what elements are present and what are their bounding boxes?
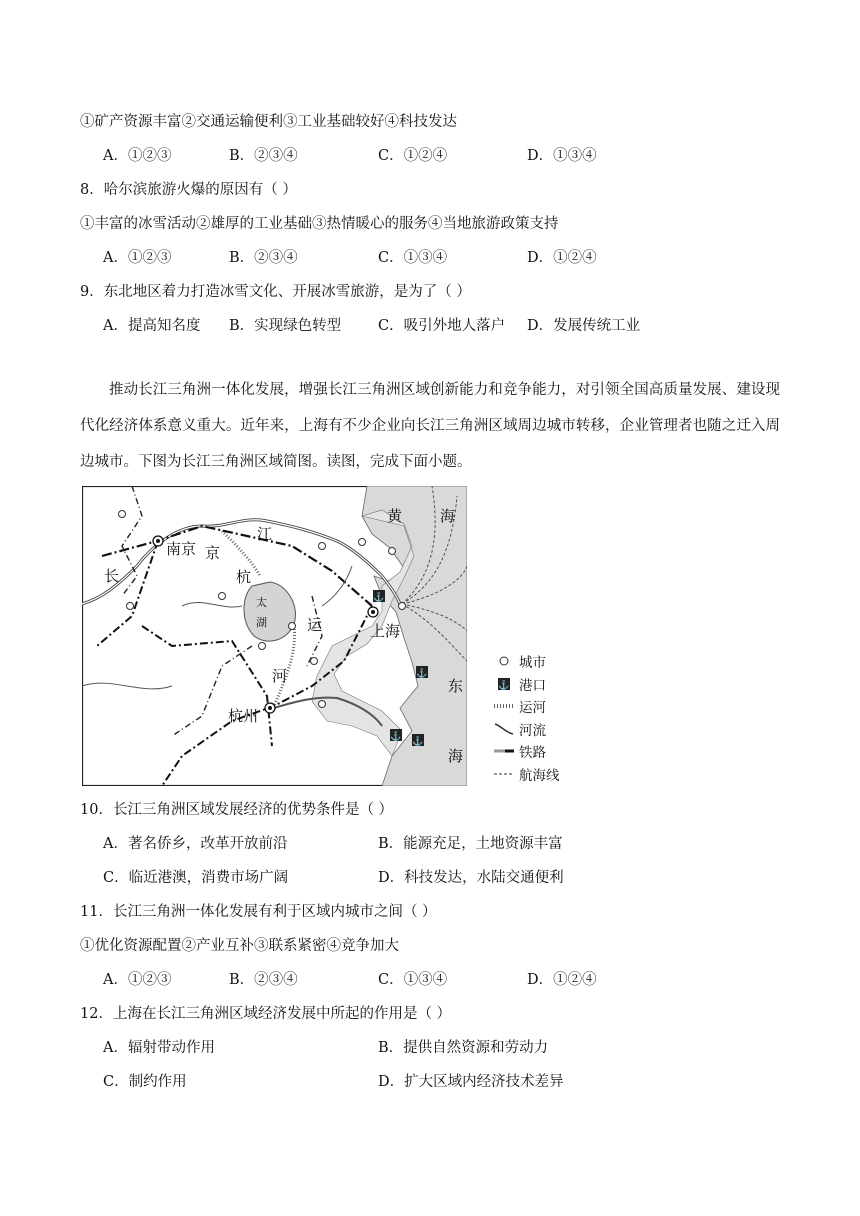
legend-label-port: 港口 [519, 677, 546, 694]
q8-option-c: C．①③④ [378, 250, 448, 266]
label-jing: 京 [205, 544, 221, 562]
q8-option-a: A．①②③ [103, 250, 172, 266]
q11-option-d: D．①②④ [527, 972, 597, 988]
label-nanjing: 南京 [166, 540, 197, 558]
shipping-line-symbol-icon [493, 766, 515, 782]
yangtze-delta-map [82, 486, 467, 786]
label-dong: 东 [448, 677, 464, 695]
legend-label-railway: 铁路 [519, 745, 546, 762]
q10-option-a: A．著名侨乡，改革开放前沿 [103, 836, 288, 852]
q11-question: 11．长江三角洲一体化发展有利于区域内城市之间（ ） [80, 904, 437, 920]
q11-option-b: B．②③④ [229, 972, 298, 988]
svg-text:⚓: ⚓ [498, 680, 510, 691]
label-hangzhou: 杭州 [228, 707, 259, 725]
legend-label-city: 城市 [519, 655, 546, 672]
port-symbol-icon [493, 676, 515, 692]
river-symbol-icon [493, 721, 515, 737]
legend-label-canal: 运河 [519, 700, 546, 717]
q7-stem-items: ①矿产资源丰富②交通运输便利③工业基础较好④科技发达 [80, 114, 457, 130]
q10-option-d: D．科技发达，水陆交通便利 [378, 870, 564, 886]
q8-stem-items: ①丰富的冰雪活动②雄厚的工业基础③热情暖心的服务④当地旅游政策支持 [80, 216, 559, 232]
label-hang: 杭 [236, 568, 252, 586]
label-hu: 湖 [256, 616, 267, 629]
q7-option-b: B．②③④ [229, 148, 298, 164]
q9-option-d: D．发展传统工业 [527, 318, 641, 334]
q11-stem-items: ①优化资源配置②产业互补③联系紧密④竞争加大 [80, 938, 399, 954]
q12-option-b: B．提供自然资源和劳动力 [378, 1040, 549, 1056]
legend-item-shipping [493, 763, 560, 786]
label-jiang: 江 [257, 525, 273, 543]
q9-question: 9．东北地区着力打造冰雪文化、开展冰雪旅游，是为了（ ） [80, 284, 471, 300]
q10-option-c: C．临近港澳，消费市场广阔 [103, 870, 289, 886]
q11-option-a: A．①②③ [103, 972, 172, 988]
label-chang: 长 [104, 567, 120, 585]
label-shanghai: 上海 [370, 622, 401, 640]
q7-option-c: C．①②④ [378, 148, 448, 164]
canal-symbol-icon [493, 698, 515, 714]
legend-item-port [493, 673, 560, 696]
legend-item-railway [493, 740, 560, 763]
label-hai2: 海 [448, 747, 464, 765]
svg-text:⚓: ⚓ [390, 732, 402, 742]
svg-text:⚓: ⚓ [412, 737, 424, 747]
legend-label-river: 河流 [519, 722, 546, 739]
label-yun: 运 [307, 616, 323, 634]
q9-option-c: C．吸引外地人落户 [378, 318, 506, 334]
q11-option-c: C．①③④ [378, 972, 448, 988]
svg-text:⚓: ⚓ [373, 593, 385, 603]
legend-item-river [493, 718, 560, 741]
q8-option-d: D．①②④ [527, 250, 597, 266]
q12-option-a: A．辐射带动作用 [103, 1040, 215, 1056]
legend-item-canal [493, 695, 560, 718]
svg-text:⚓: ⚓ [416, 669, 428, 679]
q8-option-b: B．②③④ [229, 250, 298, 266]
legend-item-city [493, 650, 560, 673]
passage-text: 推动长江三角洲一体化发展，增强长江三角洲区域创新能力和竞争能力，对引领全国高质量发展、建设现代化经济体系意义重大。近年来，上海有不少企业向长江三角洲区域周边城市转移，企业管理者也随之迁入周边城市。下图为长江三角洲区域简图。读图，完成下面小题。 [80, 382, 780, 470]
label-huang: 黄 [387, 507, 403, 525]
q12-option-d: D．扩大区域内经济技术差异 [378, 1074, 564, 1090]
q9-option-b: B．实现绿色转型 [229, 318, 342, 334]
label-he: 河 [272, 667, 288, 685]
q7-option-d: D．①③④ [527, 148, 597, 164]
q12-option-c: C．制约作用 [103, 1074, 187, 1090]
q10-question: 10．长江三角洲区域发展经济的优势条件是（ ） [80, 802, 394, 818]
label-tai: 太 [256, 596, 267, 609]
label-hai1: 海 [440, 507, 456, 525]
city-symbol-icon [493, 653, 515, 669]
legend-label-shipping: 航海线 [519, 767, 560, 784]
q7-option-a: A．①②③ [103, 148, 172, 164]
q10-option-b: B．能源充足，土地资源丰富 [378, 836, 563, 852]
map-legend [493, 650, 560, 785]
q8-question: 8．哈尔滨旅游火爆的原因有（ ） [80, 182, 297, 198]
q12-question: 12．上海在长江三角洲区域经济发展中所起的作用是（ ） [80, 1006, 452, 1022]
q9-option-a: A．提高知名度 [103, 318, 201, 334]
railway-symbol-icon [493, 743, 515, 759]
